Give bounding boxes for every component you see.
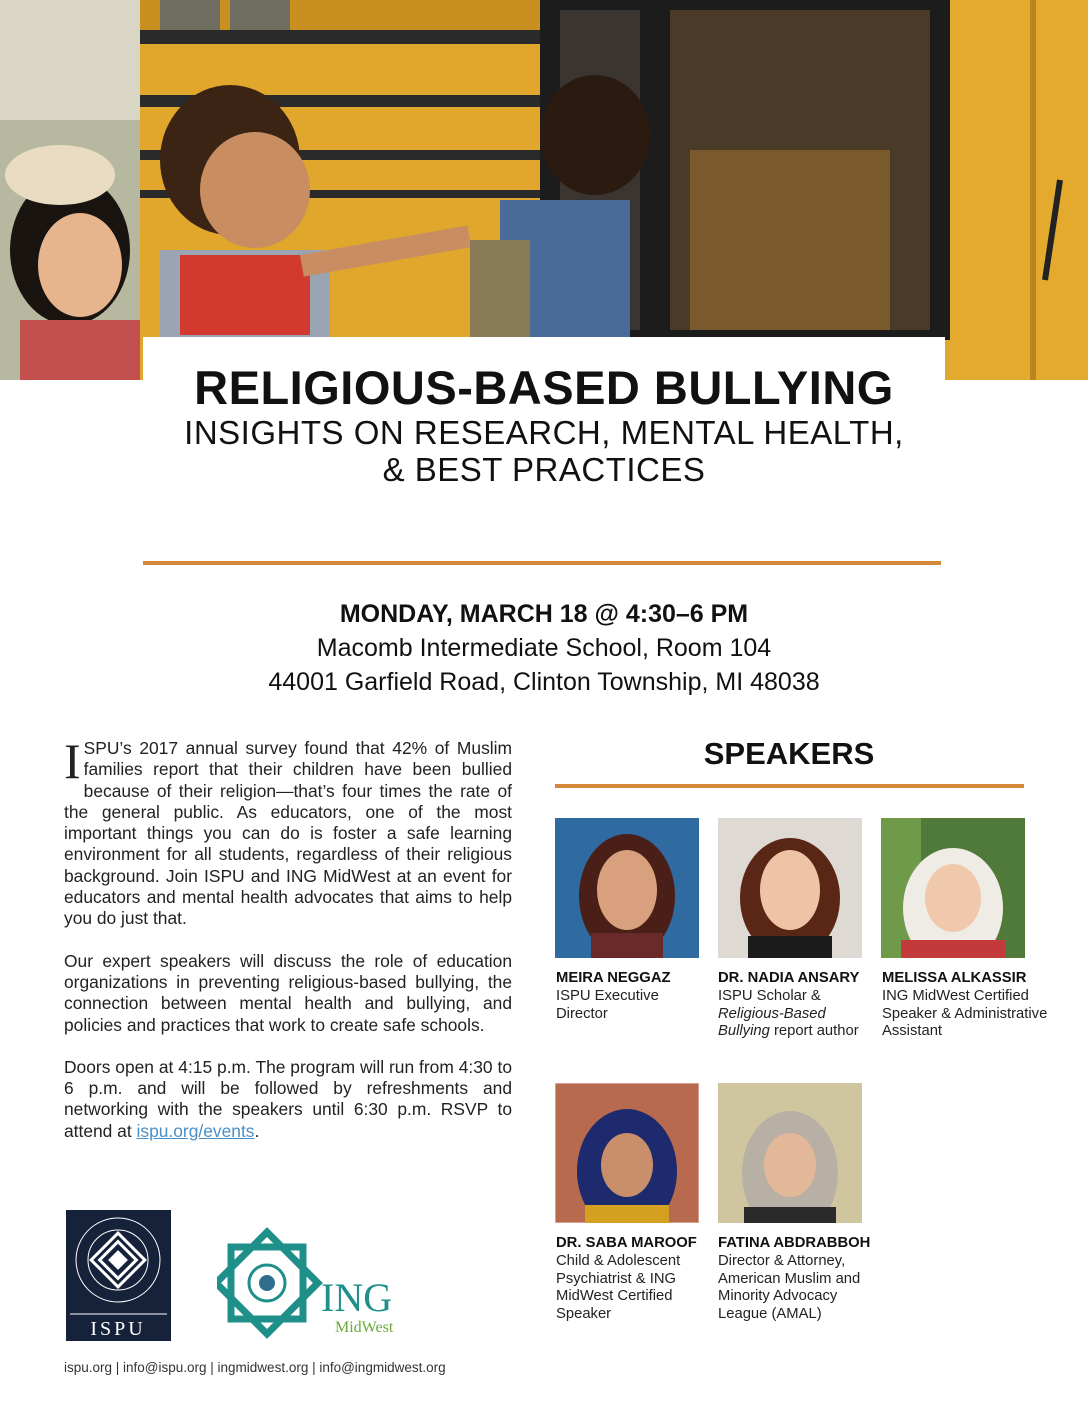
speaker-name: MELISSA ALKASSIR <box>882 970 1027 986</box>
speaker-name: DR. SABA MAROOF <box>556 1235 697 1251</box>
speakers-heading: SPEAKERS <box>703 736 875 771</box>
subtitle-line: & BEST PRACTICES <box>382 451 706 488</box>
speaker-info <box>556 1235 706 1324</box>
event-date: MONDAY, MARCH 18 @ 4:30–6 PM <box>339 600 749 628</box>
speaker-photo <box>555 1083 699 1223</box>
speaker-photo <box>718 818 862 958</box>
speaker-portrait-icon <box>718 1083 862 1223</box>
speaker-portrait-icon <box>718 818 862 958</box>
event-venue: Macomb Intermediate School, Room 104 <box>316 634 772 662</box>
report-title: Religious-Based Bullying <box>718 1005 826 1040</box>
hero-photo <box>0 0 1088 380</box>
description <box>64 733 512 1163</box>
subtitle-line: INSIGHTS ON RESEARCH, MENTAL HEALTH, <box>184 414 904 451</box>
ing-logo-subtext: MidWest <box>335 1319 394 1336</box>
speaker-portrait-icon <box>555 818 699 958</box>
paragraph <box>64 1057 512 1142</box>
rsvp-link[interactable]: ispu.org/events <box>136 1120 255 1141</box>
role-text: ISPU Scholar & <box>718 987 821 1004</box>
dropcap: I <box>64 733 81 789</box>
paragraph-text: . <box>254 1120 260 1141</box>
speaker-role: Director & Attorney, American Muslim and Minority Advocacy League (AMAL) <box>718 1252 861 1323</box>
paragraph: Our expert speakers will discuss the role of education organizations in preventing religious-based bullying, the connection between mental health and bullying, and policies and practices that work to create safe schools. <box>64 950 512 1035</box>
divider <box>555 784 1024 788</box>
role-text: report author <box>769 1023 859 1040</box>
speaker-role: Child & Adolescent Psychiatrist & ING MidWest Certified Speaker <box>556 1252 681 1323</box>
footer-contacts: ispu.org | info@ispu.org | ingmidwest.org | info@ingmidwest.org <box>64 1360 446 1375</box>
speaker-info <box>718 1235 888 1324</box>
ispu-logo-text: ISPU <box>90 1318 146 1340</box>
ispu-logo <box>66 1210 171 1341</box>
speaker-role: ING MidWest Certified Speaker & Administrative Assistant <box>882 987 1048 1040</box>
speaker-portrait-icon <box>881 818 1025 958</box>
paragraph <box>64 733 512 930</box>
speaker-photo <box>718 1083 862 1223</box>
speaker-info <box>882 970 1052 1041</box>
speaker-role: ISPU Executive Director <box>556 987 659 1022</box>
speaker-name: DR. NADIA ANSARY <box>718 970 860 986</box>
ing-logo-text: ING <box>321 1275 393 1320</box>
speaker-info <box>556 970 706 1023</box>
speaker-info <box>718 970 873 1041</box>
speaker-role <box>718 988 873 1041</box>
paragraph-text: Doors open at 4:15 p.m. The program will run from 4:30 to 6 p.m. and will be followed by refreshments and networking with the speakers until 6:30 p.m. RSVP to attend at <box>64 1056 512 1141</box>
page-title: RELIGIOUS-BASED BULLYING <box>194 361 894 414</box>
ing-star-icon <box>217 1226 417 1341</box>
ing-midwest-logo <box>217 1226 417 1341</box>
paragraph-text: SPU’s 2017 annual survey found that 42% of Muslim families report that their children have been bullied because of their religion—that’s four times the rate of the general public. As educators, one of the most important things you can do is foster a safe learning environment for all students, regardless of their religious background. Join ISPU and ING MidWest at an event for educators and mental health advocates that aims to help you do just that. <box>64 738 512 929</box>
ispu-emblem-icon <box>66 1210 171 1341</box>
speaker-name: FATINA ABDRABBOH <box>718 1235 871 1251</box>
speaker-photo <box>555 818 699 958</box>
speaker-photo <box>881 818 1025 958</box>
speaker-portrait-icon <box>555 1083 699 1223</box>
divider <box>143 561 941 565</box>
event-address: 44001 Garfield Road, Clinton Township, MI 48038 <box>268 668 820 696</box>
speaker-name: MEIRA NEGGAZ <box>556 970 671 986</box>
page-subtitle <box>100 414 988 488</box>
school-bus-children-illustration <box>0 0 1088 380</box>
